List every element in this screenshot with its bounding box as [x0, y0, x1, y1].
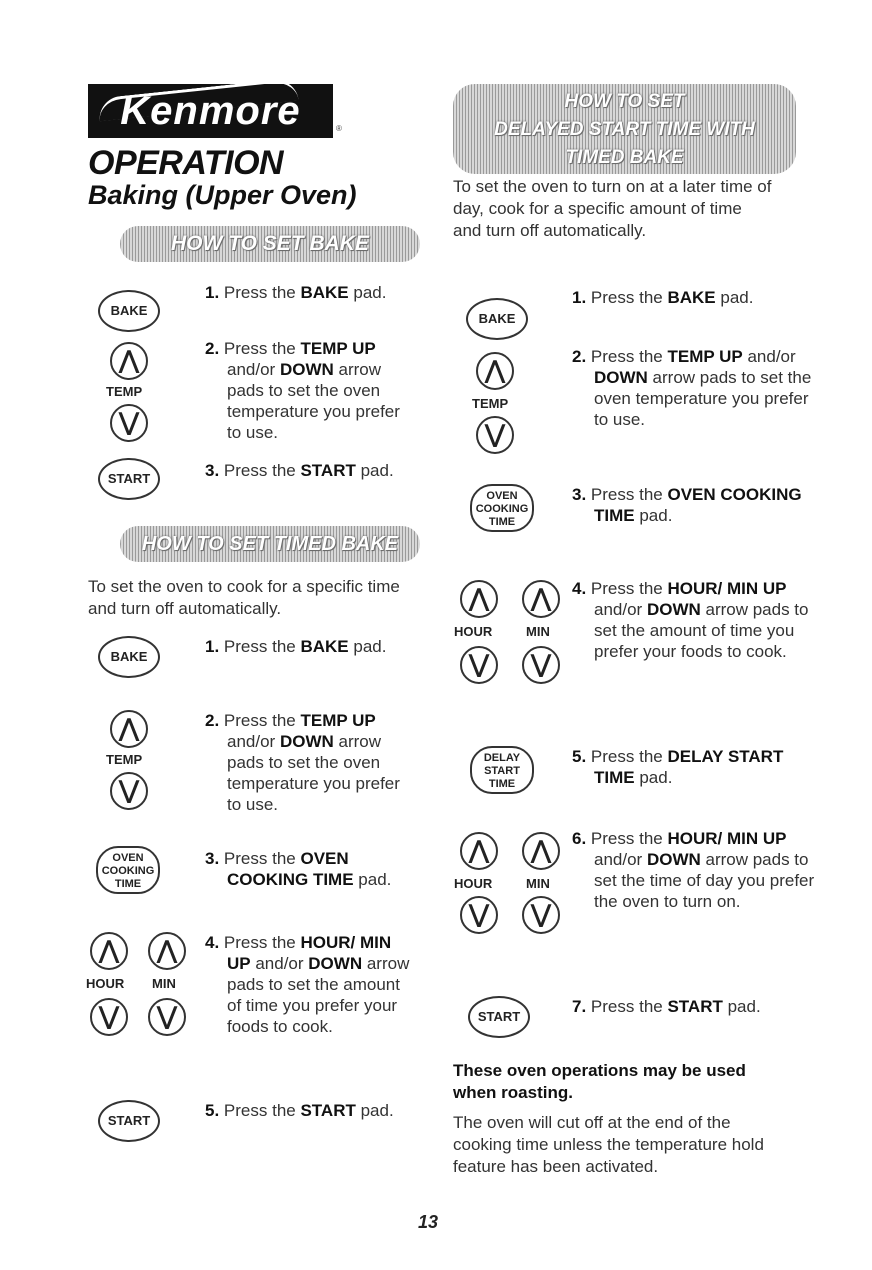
min-down-arrow-icon: ⋁	[522, 896, 560, 934]
delay-step-6: 6. Press the HOUR/ MIN UP and/or DOWN arrow pads to set the time of day you prefer the oven to turn on.	[572, 829, 815, 911]
hour-up-arrow-icon: ⋀	[460, 580, 498, 618]
delay-step-7: 7. Press the START pad.	[572, 997, 761, 1016]
roasting-note-body: The oven will cut off at the end of the cooking time unless the temperature hold feature has been activated.	[453, 1113, 764, 1176]
timed-step-5: 5. Press the START pad.	[205, 1101, 394, 1120]
bake-pad-icon: BAKE	[98, 636, 160, 678]
temp-label: TEMP	[472, 396, 509, 411]
page-number: 13	[418, 1212, 439, 1232]
temp-label: TEMP	[106, 384, 143, 399]
kenmore-logo: Kenmore	[88, 84, 333, 138]
temp-label: TEMP	[106, 752, 143, 767]
oven-cooking-time-pad-icon: OVEN COOKING TIME	[96, 846, 160, 894]
start-pad-icon: START	[98, 458, 160, 500]
bake-step-2: 2. Press the TEMP UP and/or DOWN arrow pads to set the oven temperature you prefer to use.	[205, 339, 400, 442]
delay-step-4: 4. Press the HOUR/ MIN UP and/or DOWN arrow pads to set the amount of time you prefer your foods to cook.	[572, 579, 809, 661]
start-pad-icon: START	[98, 1100, 160, 1142]
hour-label: HOUR	[454, 876, 493, 891]
oven-cooking-time-pad-icon: OVEN COOKING TIME	[470, 484, 534, 532]
temp-down-arrow-icon: ⋁	[110, 404, 148, 442]
temp-up-arrow-icon: ⋀	[110, 342, 148, 380]
delay-step-5: 5. Press the DELAY START TIME pad.	[572, 747, 784, 787]
temp-up-arrow-icon: ⋀	[110, 710, 148, 748]
min-up-arrow-icon: ⋀	[522, 832, 560, 870]
min-label: MIN	[526, 876, 550, 891]
hour-down-arrow-icon: ⋁	[90, 998, 128, 1036]
timed-step-4: 4. Press the HOUR/ MIN UP and/or DOWN arrow pads to set the amount of time you prefer your foods to cook.	[205, 933, 410, 1036]
roasting-note-title: These oven operations may be used when roasting.	[453, 1061, 746, 1102]
min-up-arrow-icon: ⋀	[522, 580, 560, 618]
registered-mark: ®	[336, 124, 342, 133]
start-pad-icon: START	[468, 996, 530, 1038]
timed-bake-intro: To set the oven to cook for a specific time and turn off automatically.	[88, 577, 400, 618]
hour-label: HOUR	[454, 624, 493, 639]
banner-how-to-set-timed-bake: HOW TO SET TIMED BAKE	[120, 526, 420, 562]
hour-down-arrow-icon: ⋁	[460, 896, 498, 934]
banner-how-to-set-bake: HOW TO SET BAKE	[120, 226, 420, 262]
delay-step-2: 2. Press the TEMP UP and/or DOWN arrow pads to set the oven temperature you prefer to use.	[572, 347, 812, 429]
hour-down-arrow-icon: ⋁	[460, 646, 498, 684]
min-down-arrow-icon: ⋁	[522, 646, 560, 684]
temp-down-arrow-icon: ⋁	[476, 416, 514, 454]
temp-up-arrow-icon: ⋀	[476, 352, 514, 390]
timed-step-1: 1. Press the BAKE pad.	[205, 637, 387, 656]
temp-down-arrow-icon: ⋁	[110, 772, 148, 810]
timed-step-3: 3. Press the OVEN COOKING TIME pad.	[205, 849, 392, 889]
delay-step-1: 1. Press the BAKE pad.	[572, 288, 754, 307]
bake-step-1: 1. Press the BAKE pad.	[205, 283, 387, 302]
hour-label: HOUR	[86, 976, 125, 991]
min-down-arrow-icon: ⋁	[148, 998, 186, 1036]
delay-start-time-pad-icon: DELAY START TIME	[470, 746, 534, 794]
timed-step-2: 2. Press the TEMP UP and/or DOWN arrow pads to set the oven temperature you prefer to use.	[205, 711, 400, 814]
bake-pad-icon: BAKE	[98, 290, 160, 332]
min-up-arrow-icon: ⋀	[148, 932, 186, 970]
bake-pad-icon: BAKE	[466, 298, 528, 340]
min-label: MIN	[526, 624, 550, 639]
hour-up-arrow-icon: ⋀	[90, 932, 128, 970]
section-subheading: Baking (Upper Oven)	[88, 180, 357, 210]
min-label: MIN	[152, 976, 176, 991]
banner-delayed-start-timed-bake: HOW TO SET DELAYED START TIME WITH TIMED BAKE	[453, 84, 796, 174]
page-heading: OPERATION	[88, 144, 284, 182]
bake-step-3: 3. Press the START pad.	[205, 461, 394, 480]
hour-up-arrow-icon: ⋀	[460, 832, 498, 870]
delayed-start-intro: To set the oven to turn on at a later time of day, cook for a specific amount of time and turn off automatically.	[453, 177, 772, 240]
delay-step-3: 3. Press the OVEN COOKING TIME pad.	[572, 485, 802, 525]
